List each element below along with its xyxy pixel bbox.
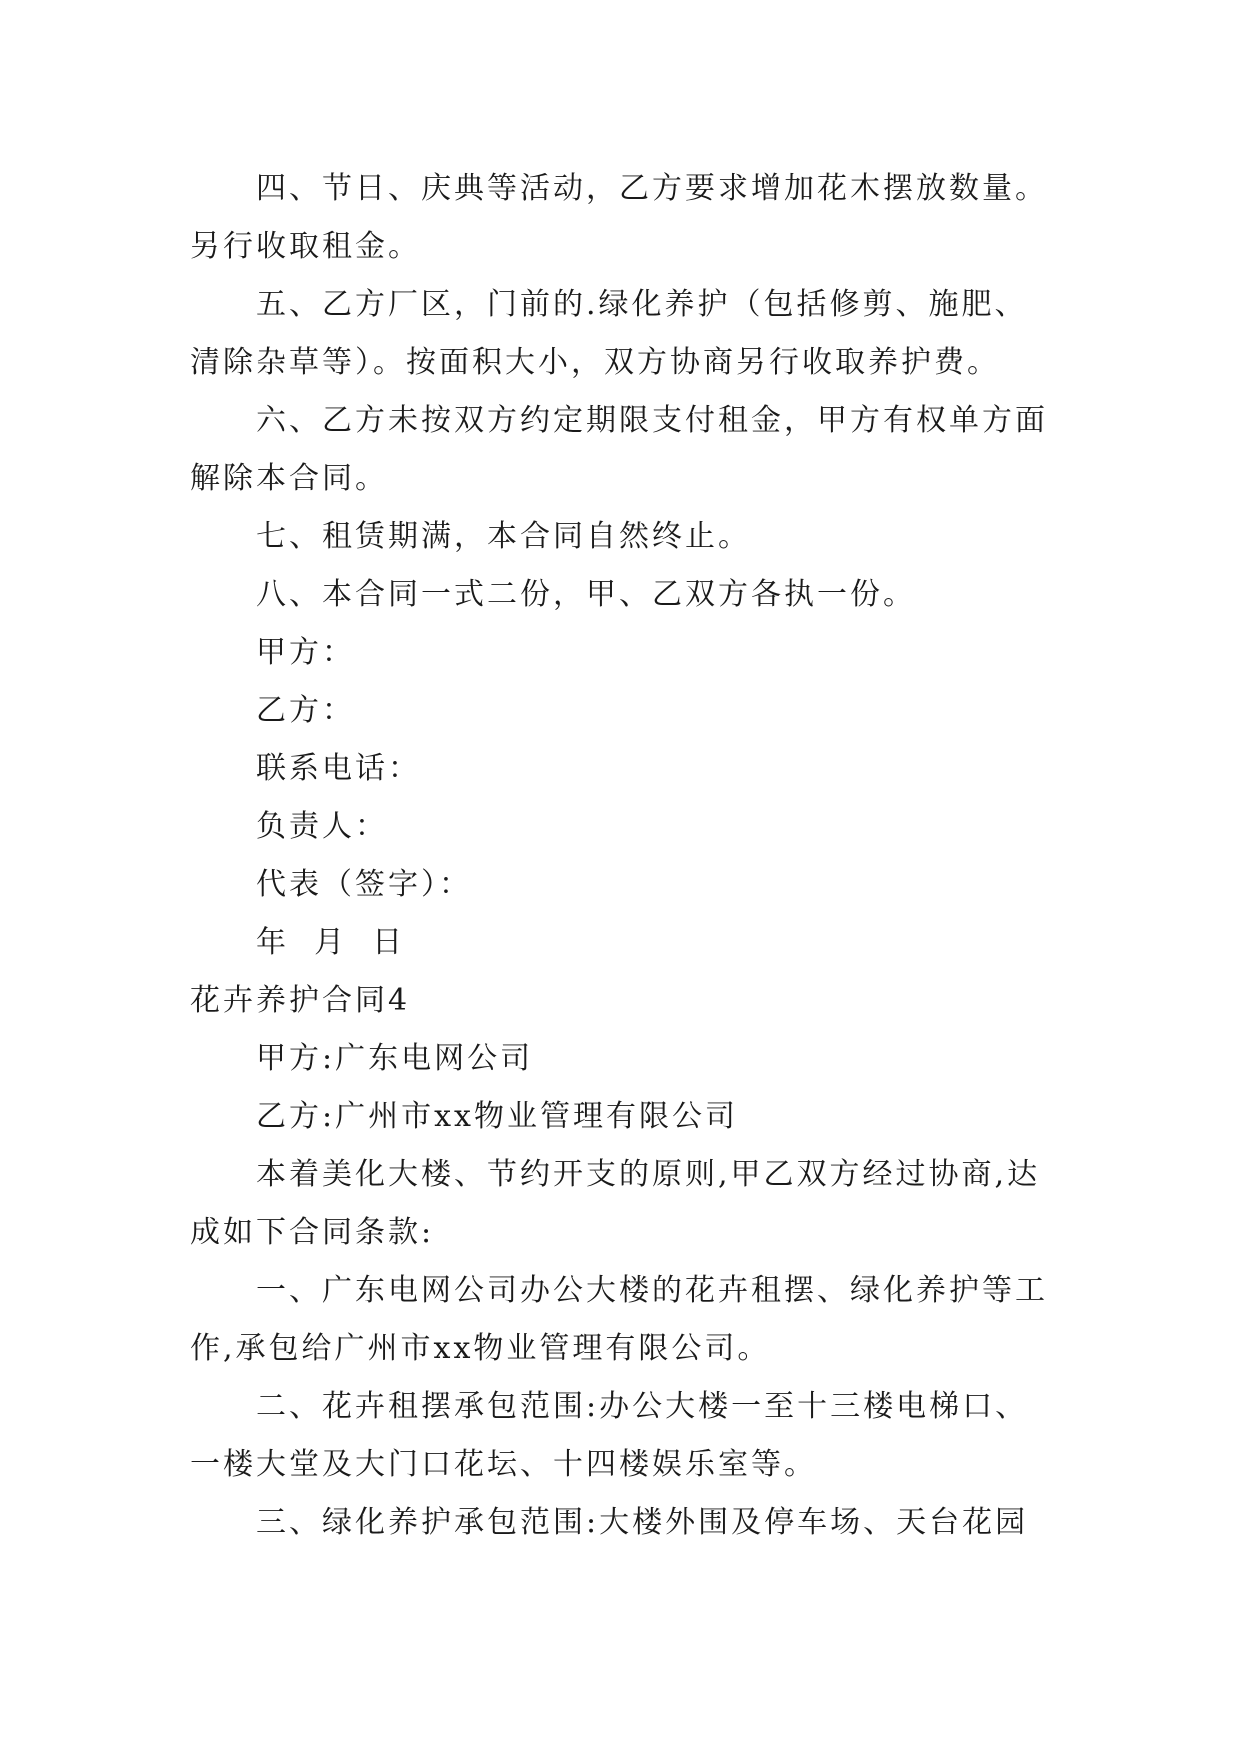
text-line: 联系电话：: [256, 751, 421, 786]
text-line: 作,承包给广州市xx物业管理有限公司。: [190, 1331, 771, 1366]
text-line: 三、绿化养护承包范围:大楼外围及停车场、天台花园: [256, 1505, 1029, 1540]
text-line: 清除杂草等）。按面积大小，双方协商另行收取养护费。: [190, 345, 1000, 380]
text-line: 一、广东电网公司办公大楼的花卉租摆、绿化养护等工: [256, 1273, 1048, 1308]
text-line: 乙方：: [256, 693, 355, 728]
text-line: 乙方:广州市xx物业管理有限公司: [256, 1099, 738, 1134]
document-body: [190, 160, 1070, 1552]
paragraph-clause-4: [190, 160, 1070, 276]
paragraph-clause-8: [190, 566, 1070, 624]
representative-signature-label: [190, 856, 1070, 914]
party-a-label: [190, 624, 1070, 682]
paragraph-preamble: [190, 1146, 1070, 1262]
text-line: 年 月 日: [256, 925, 406, 960]
text-line: 另行收取租金。: [190, 229, 421, 264]
text-line: 解除本合同。: [190, 461, 388, 496]
text-line: 五、乙方厂区，门前的.绿化养护（包括修剪、施肥、: [256, 287, 1028, 322]
section-title: [190, 972, 1070, 1030]
contact-phone-label: [190, 740, 1070, 798]
paragraph-clause-7: [190, 508, 1070, 566]
text-line: 成如下合同条款:: [190, 1215, 435, 1250]
paragraph-clause-3: [190, 1494, 1070, 1552]
party-b-label: [190, 682, 1070, 740]
text-line: 七、租赁期满，本合同自然终止。: [256, 519, 751, 554]
text-line: 八、本合同一式二份，甲、乙双方各执一份。: [256, 577, 916, 612]
party-a-name: [190, 1030, 1070, 1088]
text-line: 本着美化大楼、节约开支的原则,甲乙双方经过协商,达: [256, 1157, 1041, 1192]
text-line: 六、乙方未按双方约定期限支付租金，甲方有权单方面: [256, 403, 1048, 438]
text-line: 花卉养护合同4: [190, 983, 411, 1018]
text-line: 甲方：: [256, 635, 355, 670]
paragraph-clause-1: [190, 1262, 1070, 1378]
paragraph-clause-2: [190, 1378, 1070, 1494]
paragraph-clause-5: [190, 276, 1070, 392]
date-label: [190, 914, 1070, 972]
paragraph-clause-6: [190, 392, 1070, 508]
person-in-charge-label: [190, 798, 1070, 856]
text-line: 一楼大堂及大门口花坛、十四楼娱乐室等。: [190, 1447, 817, 1482]
text-line: 甲方:广东电网公司: [256, 1041, 534, 1076]
text-line: 二、花卉租摆承包范围:办公大楼一至十三楼电梯口、: [256, 1389, 1029, 1424]
text-line: 四、节日、庆典等活动，乙方要求增加花木摆放数量。: [256, 171, 1048, 206]
party-b-name: [190, 1088, 1070, 1146]
text-line: 代表（签字）：: [256, 867, 472, 902]
text-line: 负责人：: [256, 809, 388, 844]
